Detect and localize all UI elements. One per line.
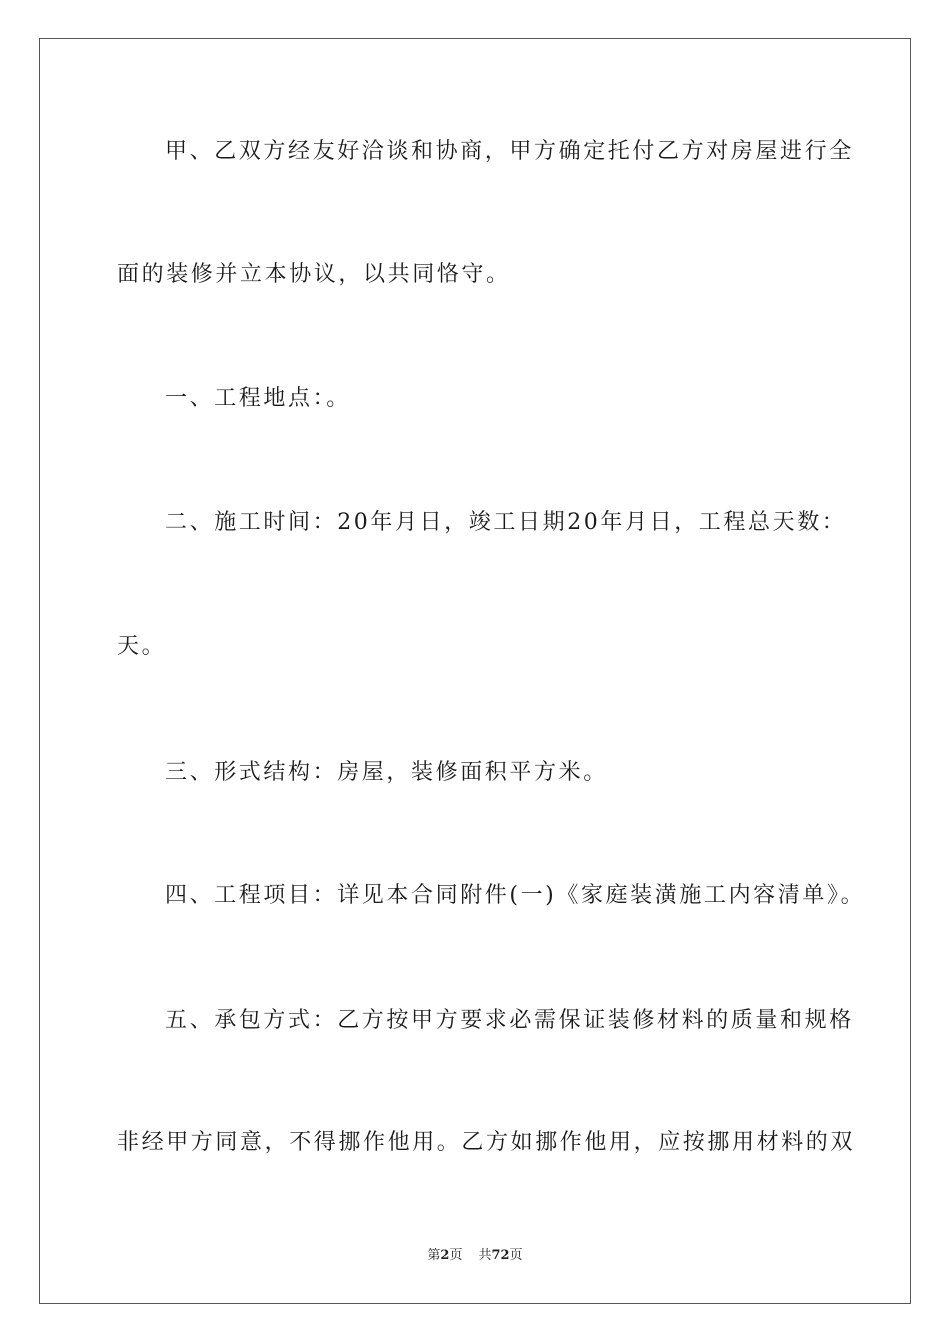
paragraph-line-4: 二、施工时间：20年月日，竣工日期20年月日，工程总天数： [165, 510, 847, 535]
footer-total-prefix: 共 [478, 1248, 492, 1263]
footer-total-suffix: 页 [509, 1248, 523, 1263]
footer-page-suffix: 页 [449, 1248, 463, 1263]
paragraph-line-7: 四、工程项目：详见本合同附件(一)《家庭装潢施工内容清单》。 [165, 883, 866, 908]
paragraph-line-3: 一、工程地点：。 [165, 386, 351, 411]
paragraph-line-8: 五、承包方式：乙方按甲方要求必需保证装修材料的质量和规格 [165, 1008, 854, 1033]
paragraph-line-9: 非经甲方同意，不得挪作他用。乙方如挪作他用，应按挪用材料的双 [117, 1130, 856, 1155]
footer-total-number: 72 [491, 1248, 510, 1263]
paragraph-line-6: 三、形式结构：房屋，装修面积平方米。 [165, 760, 608, 785]
footer-page-number: 2 [440, 1248, 450, 1263]
footer-page-prefix: 第 [427, 1248, 441, 1263]
paragraph-line-5: 天。 [117, 634, 167, 659]
page-border [39, 38, 911, 1304]
paragraph-line-1: 甲、乙双方经友好洽谈和协商，甲方确定托付乙方对房屋进行全 [165, 139, 854, 164]
paragraph-line-2: 面的装修并立本协议，以共同恪守。 [117, 262, 511, 287]
page-footer [0, 1244, 950, 1263]
